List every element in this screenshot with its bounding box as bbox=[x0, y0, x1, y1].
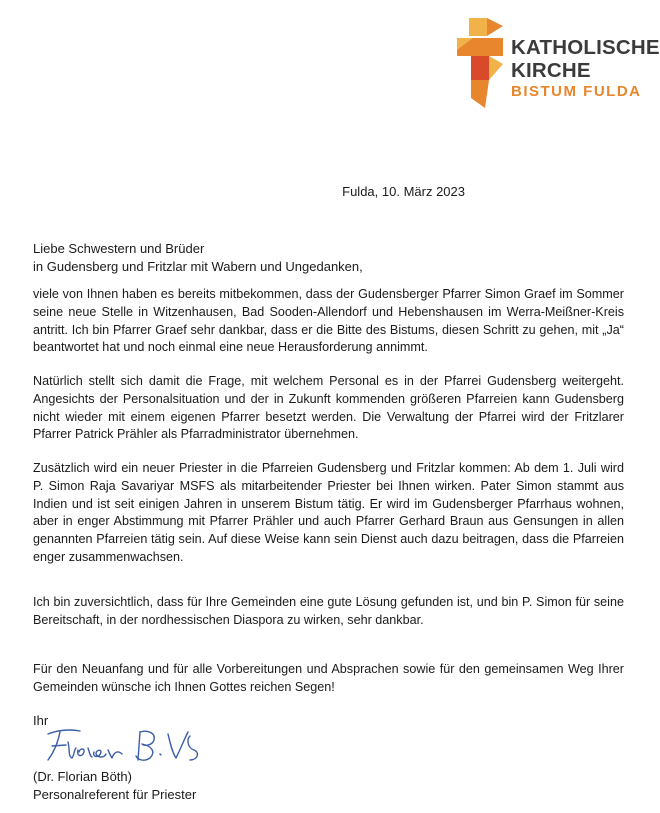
logo-wordmark bbox=[511, 38, 660, 99]
handwritten-signature bbox=[38, 720, 228, 770]
paragraph-5: Für den Neuanfang und für alle Vorbereitungen und Absprachen sowie für den gemeinsamen Weg Ihrer Gemeinden wünsche ich Ihnen Gottes reichen Segen! bbox=[33, 662, 624, 694]
logo-line-3: BISTUM FULDA bbox=[511, 83, 642, 100]
logo-line-2: KIRCHE bbox=[511, 58, 591, 82]
logo-line-1: KATHOLISCHE bbox=[511, 36, 660, 59]
salutation-line-2: in Gudensberg und Fritzlar mit Wabern und Ungedanken, bbox=[33, 259, 363, 274]
salutation-line-1: Liebe Schwestern und Brüder bbox=[33, 241, 205, 256]
signer-block bbox=[33, 768, 196, 804]
katholische-kirche-logo bbox=[457, 18, 660, 108]
paragraph-1: viele von Ihnen haben es bereits mitbekommen, dass der Gudensberger Pfarrer Simon Graef im Sommer seine neue Stelle in Witzenhausen, Bad Sooden-Allendorf und Hebenshausen im Werra-Meißner-Kreis antritt. Ich bin Pfarrer Graef sehr dankbar, dass er die Bitte des Bistums, diesen Schritt zu gehen, mit „Ja“ beantwortet hat und noch einmal eine neue Herausforderung annimmt. bbox=[33, 287, 624, 355]
salutation bbox=[33, 240, 363, 276]
signer-name: (Dr. Florian Böth) bbox=[33, 769, 132, 784]
paragraph-4: Ich bin zuversichtlich, dass für Ihre Gemeinden eine gute Lösung gefunden ist, und bin P. Simon für seine Bereitschaft, in der nordhessischen Diaspora zu wirken, sehr dankbar. bbox=[33, 595, 624, 627]
paragraph-2: Natürlich stellt sich damit die Frage, mit welchem Personal es in der Pfarrei Gudensberg weitergeht. Angesichts der Personalsituation und der in Zukunft kommenden größeren Pfarreien kann Gudensberg nicht wieder mit einem eigenen Pfarrer besetzt werden. Die Verwaltung der Pfarrei wird der Fritzlarer Pfarrer Patrick Prähler als Pfarradministrator übernehmen. bbox=[33, 374, 624, 442]
cross-logo-icon bbox=[457, 18, 503, 108]
closing-word: Ihr bbox=[33, 713, 49, 728]
letter-date: Fulda, 10. März 2023 bbox=[342, 184, 465, 199]
signer-role: Personalreferent für Priester bbox=[33, 787, 197, 802]
paragraph-3: Zusätzlich wird ein neuer Priester in die Pfarreien Gudensberg und Fritzlar kommen: Ab dem 1. Juli wird P. Simon Raja Savariyar MSFS als mitarbeitender Priester bei Ihnen wirken. Pater Simon stammt aus Indien und ist seit einigen Jahren in unserem Bistum tätig. Er wird im Gudensberger Pfarrhaus wohnen, aber in enger Abstimmung mit Pfarrer Prähler und auch Pfarrer Gerhard Braun aus Gensungen in allen genannten Pfarreien tätig sein. Auf diese Weise kann sein Dienst auch dazu beitragen, dass die Pfarreien enger zusammenwachsen. bbox=[33, 461, 624, 564]
